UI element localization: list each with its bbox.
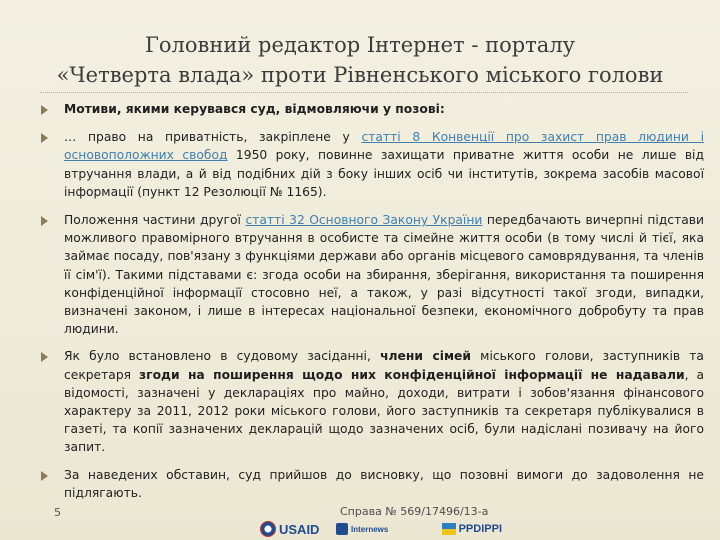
bullet-text [64,100,704,118]
usaid-logo [260,518,326,540]
bullet-arrow-icon [41,352,48,362]
bullet-arrow-icon [41,133,48,143]
bullet-text [64,347,704,456]
case-reference: Справа № 569/17496/13-а [340,505,489,518]
body-text: … право на приватність, закріплене у [64,130,362,145]
internews-mark-icon [336,523,348,535]
flag-icon [442,523,456,535]
body-text: Як було встановлено в судовому засіданні, [64,349,381,364]
bullet-item [40,100,704,118]
bullet-text [64,128,704,201]
bold-text: члени сімей [380,349,472,364]
usaid-seal-icon [260,521,276,537]
body-text: передбачають вичерпні підстави можливого правомірного втручання в особисте та сімейне життя особи (в тому числі й тієї, яка займає посаду, пов'язану з функціями держави або органів місцевого самоврядування, та членів її сім'ї). Такими підставами є: згода особи на збирання, зберігання, використання та поширення конфіденційної інформації стосовно неї, а також, у разі відсутності такої згоди, випадки, визначені законом, і лише в інтересах національної безпеки, економічного добробуту та прав людини. [64,213,705,337]
pravo-logo-text: РРDІРРІ [458,523,502,535]
bullet-arrow-icon [41,105,48,115]
usaid-logo-text: USAID [279,521,320,537]
body-text: Положення частини другої [64,213,246,228]
page-number: 5 [54,506,61,519]
bold-text: Мотиви, якими керувався суд, відмовляючи у позові: [64,102,445,116]
title-line-1: Головний редактор Інтернет - порталу [144,33,576,57]
slide-title [10,30,710,90]
body-text: 1950 року, повинне захищати приватне життя особи не лише від втручання влади, а й від подібних дій з боку інших осіб чи інститутів, зокрема засобів масової інформації (пункт 12 Резолюції № 1165). [64,148,704,199]
bullet-arrow-icon [41,471,48,481]
body-text: За наведених обставин, суд прийшов до висновку, що позовні вимоги до задоволення не підлягають. [64,467,704,500]
bullet-text [64,211,704,338]
bold-text: згоди на поширення щодо них конфіденційної інформації не надавали [139,367,685,382]
bullet-item [40,211,704,338]
internews-logo [336,518,406,540]
body-text: міського голови, заступників та секретаря [64,349,704,382]
bullet-item [40,347,704,456]
bullet-item [40,466,704,502]
internews-logo-text: Internews [351,524,389,534]
title-divider [40,92,688,93]
bullet-item [40,128,704,201]
body-text: , а відомості, зазначені у деклараціях про майно, доходи, витрати і зобов'язання фінансового характеру за 2011, 2012 роки міського голови, його заступників та секретаря публікувалися в газеті, та копії зазначених декларацій щодо зазначених осіб, були надіслані позивачу на його запит. [64,367,704,455]
law-reference-link[interactable]: статті 8 Конвенції про захист прав людини і основоположних свобод [64,130,704,163]
bullet-list [40,96,704,502]
pravo-logo [442,518,502,540]
bullet-arrow-icon [41,216,48,226]
bullet-text [64,466,704,502]
title-line-2: «Четверта влада» проти Рівненського міського голови [56,63,664,87]
law-reference-link[interactable]: статті 32 Основного Закону України [245,213,483,228]
